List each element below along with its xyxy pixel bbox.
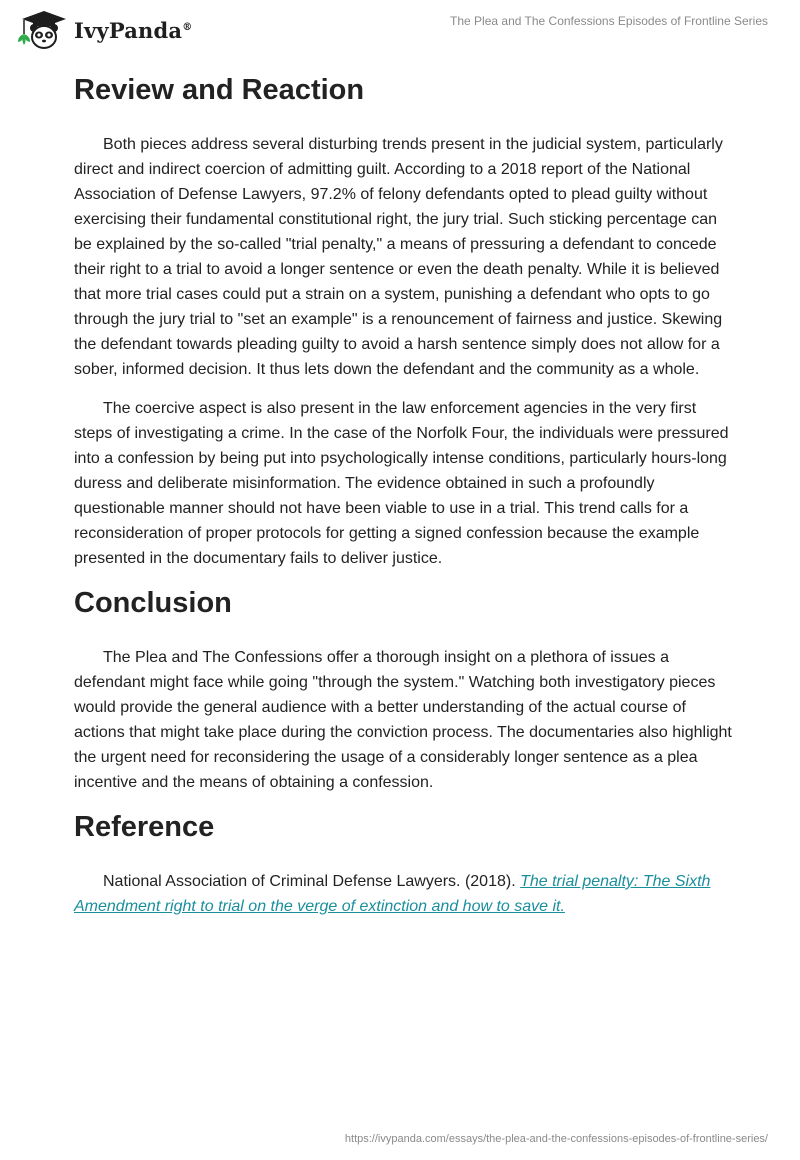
paragraph: The Plea and The Confessions offer a thorough insight on a plethora of issues a defendant might face while going "through the system." Watching both investigatory pieces would provide the general audience with a better understanding of the actual course of actions that might take place during the conviction process. The documentaries also highlight the urgent need for reconsidering the usage of a considerably longer sentence as a plea incentive and the means of obtaining a confession.	[74, 649, 732, 791]
section-conclusion	[74, 585, 734, 795]
panda-graduate-icon	[14, 8, 72, 52]
article-content	[74, 72, 734, 933]
section-heading: Conclusion	[74, 587, 232, 619]
registered-mark: ®	[182, 21, 193, 33]
paragraph: Both pieces address several disturbing trends present in the judicial system, particularly direct and indirect coercion of admitting guilt. According to a 2018 report of the National Association of Defense Lawyers, 97.2% of felony defendants opted to plead guilty without exercising their fundamental constitutional right, the jury trial. Such sticking percentage can be explained by the so-called "trial penalty," a means of pressuring a defendant to concede their right to a trial to avoid a longer sentence or even the death penalty. While it is believed that more trial cases could put a strain on a system, punishing a defendant who opts to go through the jury trial to "set an example" is a renouncement of fairness and justice. Skewing the defendant towards pleading guilty to avoid a harsh sentence simply does not allow for a sober, informed decision. It thus lets down the defendant and the community as a whole.	[74, 136, 723, 378]
section-heading: Reference	[74, 811, 215, 843]
reference-link[interactable]: The trial penalty: The Sixth Amendment right to trial on the verge of extinction and how to save it.	[74, 873, 711, 915]
footer-url: https://ivypanda.com/essays/the-plea-and-the-confessions-episodes-of-frontline-series/	[344, 1133, 768, 1145]
section-heading: Review and Reaction	[74, 74, 365, 106]
document-title: The Plea and The Confessions Episodes of Frontline Series	[450, 14, 768, 28]
citation-text: National Association of Criminal Defense Lawyers. (2018).	[103, 873, 521, 890]
reference-entry	[74, 869, 734, 919]
ivypanda-logo[interactable]	[14, 8, 192, 52]
section-review-and-reaction	[74, 72, 734, 571]
paragraph: The coercive aspect is also present in the law enforcement agencies in the very first steps of investigating a crime. In the case of the Norfolk Four, the individuals were pressured into a confession by being put into psychologically intense conditions, particularly hours-long duress and deliberate misinformation. The evidence obtained in such a profoundly questionable manner should not have been viable to use in a trial. This trend calls for a reconsideration of proper protocols for getting a signed confession because the example presented in the documentary fails to deliver justice.	[74, 400, 729, 567]
section-reference	[74, 809, 734, 919]
page-header	[0, 0, 800, 60]
brand-name: IvyPanda®	[74, 17, 193, 43]
